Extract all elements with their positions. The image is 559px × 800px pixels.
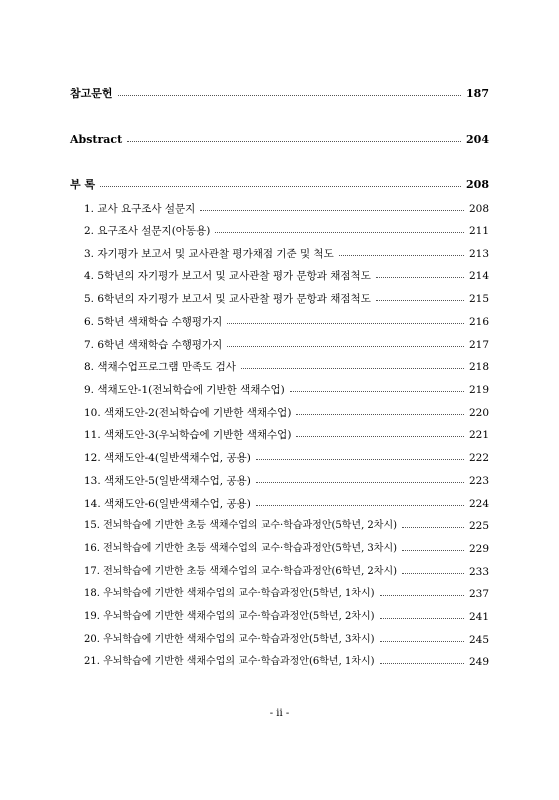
toc-item-label: 19. 우뇌학습에 기반한 색채수업의 교수·학습과정안(5학년, 2차시) xyxy=(84,611,375,622)
dot-leader xyxy=(400,541,466,557)
toc-item-page: 216 xyxy=(468,316,489,328)
toc-item-label: 3. 자기평가 보고서 및 교사관찰 평가채점 기준 및 척도 xyxy=(84,248,334,260)
toc-item-page: 220 xyxy=(468,407,489,419)
toc-item-label: 7. 6학년 색채학습 수행평가지 xyxy=(84,339,223,351)
toc-item-label: 16. 전뇌학습에 기반한 초등 색채수업의 교수·학습과정안(5학년, 3차시) xyxy=(84,543,398,554)
dot-leader xyxy=(98,177,463,193)
toc-item-page: 229 xyxy=(468,543,489,555)
toc-item-label: 20. 우뇌학습에 기반한 색채수업의 교수·학습과정안(5학년, 3차시) xyxy=(84,634,375,645)
toc-item-page: 233 xyxy=(468,566,489,578)
toc-item-page: 224 xyxy=(468,498,489,510)
toc-item-page: 208 xyxy=(468,203,489,215)
dot-leader xyxy=(288,382,466,398)
toc-item-label: 13. 색채도안-5(일반색채수업, 공용) xyxy=(84,475,251,487)
toc-item-label: 15. 전뇌학습에 기반한 초등 색채수업의 교수·학습과정안(5학년, 2차시) xyxy=(84,520,398,531)
toc-appendix-item xyxy=(0,201,559,217)
toc-item-label: 14. 색채도안-6(일반색채수업, 공용) xyxy=(84,498,251,510)
toc-item-label: 12. 색채도안-4(일반색채수업, 공용) xyxy=(84,452,251,464)
toc-item-page: 225 xyxy=(468,520,489,532)
toc-item-page: 223 xyxy=(468,475,489,487)
toc-item-page: 215 xyxy=(468,293,489,305)
toc-entry-page: 187 xyxy=(466,87,489,100)
dot-leader xyxy=(378,632,466,648)
toc-item-label: 8. 색채수업프로그램 만족도 검사 xyxy=(84,361,236,373)
toc-appendix-item xyxy=(0,405,559,421)
toc-entry-label: 참고문헌 xyxy=(70,87,113,100)
toc-appendix-item xyxy=(0,518,559,534)
dot-leader xyxy=(213,223,466,239)
toc-entry-appendix xyxy=(0,177,559,193)
dot-leader xyxy=(400,564,466,580)
toc-appendix-item xyxy=(0,291,559,307)
dot-leader xyxy=(125,132,463,148)
toc-item-page: 211 xyxy=(468,225,489,237)
toc-appendix-item xyxy=(0,314,559,330)
toc-item-page: 241 xyxy=(468,611,489,623)
toc-appendix-item xyxy=(0,382,559,398)
dot-leader xyxy=(198,201,466,217)
toc-entry-references xyxy=(0,86,559,102)
toc-appendix-item xyxy=(0,586,559,602)
page-number-footer: - ii - xyxy=(269,708,290,719)
toc-entry-label: Abstract xyxy=(70,133,123,146)
toc-item-label: 9. 색채도안-1(전뇌학습에 기반한 색채수업) xyxy=(84,384,285,396)
toc-appendix-item xyxy=(0,246,559,262)
dot-leader xyxy=(254,473,466,489)
dot-leader xyxy=(378,586,466,602)
dot-leader xyxy=(294,405,466,421)
dot-leader xyxy=(374,291,466,307)
dot-leader xyxy=(374,268,466,284)
toc-appendix-item xyxy=(0,450,559,466)
dot-leader xyxy=(294,427,466,443)
toc-item-label: 18. 우뇌학습에 기반한 색채수업의 교수·학습과정안(5학년, 1차시) xyxy=(84,588,375,599)
toc-appendix-item xyxy=(0,496,559,512)
toc-item-label: 4. 5학년의 자기평가 보고서 및 교사관찰 평가 문항과 채점척도 xyxy=(84,270,371,282)
toc-item-label: 21. 우뇌학습에 기반한 색채수업의 교수·학습과정안(6학년, 1차시) xyxy=(84,656,375,667)
dot-leader xyxy=(225,314,466,330)
toc-appendix-item xyxy=(0,268,559,284)
dot-leader xyxy=(378,654,466,670)
toc-appendix-item xyxy=(0,609,559,625)
toc-item-label: 1. 교사 요구조사 설문지 xyxy=(84,203,196,215)
toc-appendix-item xyxy=(0,541,559,557)
dot-leader xyxy=(254,496,466,512)
toc-item-page: 213 xyxy=(468,248,489,260)
toc-entry-page: 208 xyxy=(466,178,489,191)
dot-leader xyxy=(116,86,464,102)
toc-entry-abstract xyxy=(0,132,559,148)
toc-item-page: 245 xyxy=(468,634,489,646)
toc-item-page: 218 xyxy=(468,361,489,373)
toc-appendix-item xyxy=(0,337,559,353)
dot-leader xyxy=(378,609,466,625)
toc-item-label: 10. 색채도안-2(전뇌학습에 기반한 색채수업) xyxy=(84,407,292,419)
toc-appendix-item xyxy=(0,427,559,443)
toc-item-page: 219 xyxy=(468,384,489,396)
toc-item-page: 221 xyxy=(468,429,489,441)
toc-appendix-item xyxy=(0,359,559,375)
dot-leader xyxy=(400,518,466,534)
toc-item-label: 5. 6학년의 자기평가 보고서 및 교사관찰 평가 문항과 채점척도 xyxy=(84,293,371,305)
toc-item-page: 249 xyxy=(468,656,489,668)
dot-leader xyxy=(337,246,466,262)
toc-item-page: 222 xyxy=(468,452,489,464)
toc-item-page: 217 xyxy=(468,339,489,351)
toc-appendix-item xyxy=(0,564,559,580)
toc-appendix-item xyxy=(0,223,559,239)
toc-entry-label: 부 록 xyxy=(70,178,96,191)
toc-item-label: 11. 색채도안-3(우뇌학습에 기반한 색채수업) xyxy=(84,429,292,441)
toc-item-page: 214 xyxy=(468,270,489,282)
toc-appendix-item xyxy=(0,632,559,648)
toc-appendix-item xyxy=(0,654,559,670)
toc-appendix-item xyxy=(0,473,559,489)
toc-item-label: 17. 전뇌학습에 기반한 초등 색채수업의 교수·학습과정안(6학년, 2차시) xyxy=(84,566,398,577)
dot-leader xyxy=(239,359,466,375)
dot-leader xyxy=(225,337,466,353)
toc-item-label: 2. 요구조사 설문지(아동용) xyxy=(84,225,211,237)
toc-item-label: 6. 5학년 색채학습 수행평가지 xyxy=(84,316,223,328)
toc-item-page: 237 xyxy=(468,588,489,600)
dot-leader xyxy=(254,450,466,466)
toc-entry-page: 204 xyxy=(466,133,489,146)
